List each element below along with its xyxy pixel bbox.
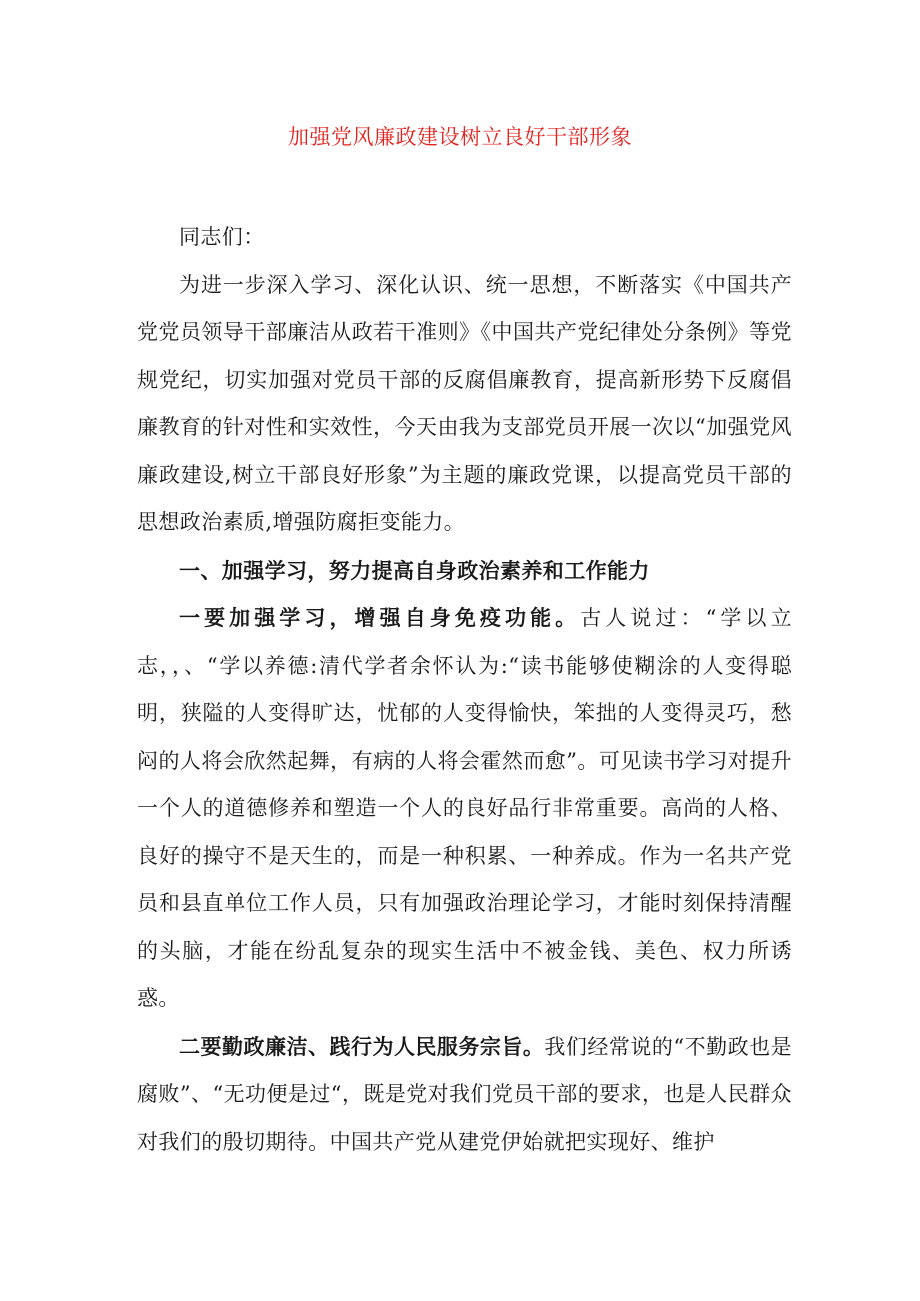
point-one-lead: 一要加强学习，增强自身免疫功能。 bbox=[179, 605, 581, 630]
section-heading: 一、加强学习，努力提高自身政治素养和工作能力 bbox=[179, 557, 650, 583]
intro-paragraph: 为进一步深入学习、深化认识、统一思想，不断落实《中国共产党党员领导干部廉洁从政若干准则》《中国共产党纪律处分条例》等党规党纪，切实加强对党员干部的反腐倡廉教育，提高新形势下反腐倡廉教育的针对性和实效性，今天由我为支部党员开展一次以“加强党风廉政建设,树立干部良好形象”为主题的廉政党课，以提高党员干部的思想政治素质,增强防腐拒变能力。 bbox=[137, 272, 792, 534]
document-body bbox=[137, 214, 792, 1166]
document-title: 加强党风廉政建设树立良好干部形象 bbox=[288, 125, 632, 149]
point-two-lead: 二要勤政廉洁、践行为人民服务宗旨。 bbox=[179, 1033, 545, 1059]
point-one-text: 古人说过：“学以立志，，、“学以养德:清代学者余怀认为:“读书能够使糊涂的人变得聪明，狭隘的人变得旷达，忧郁的人变得愉快，笨拙的人变得灵巧，愁闷的人将会欣然起舞，有病的人将会霍然而愈”。可见读书学习对提升一个人的道德修养和塑造一个人的良好品行非常重要。高尚的人格、良好的操守不是天生的，而是一种积累、一种养成。作为一名共产党员和县直单位工作人员，只有加强政治理论学习，才能时刻保持清醒的头脑，才能在纷乱复杂的现实生活中不被金钱、美色、权力所诱惑。 bbox=[137, 606, 792, 1010]
point-two-paragraph bbox=[137, 1023, 792, 1167]
greeting: 同志们： bbox=[179, 225, 265, 249]
point-two-text: 我们经常说的“不勤政也是腐败”、“无功便是过“，既是党对我们党员干部的要求，也是人民群众对我们的殷切期待。中国共产党从建党伊始就把实现好、维护 bbox=[137, 1034, 792, 1154]
point-one-paragraph bbox=[137, 594, 792, 1023]
